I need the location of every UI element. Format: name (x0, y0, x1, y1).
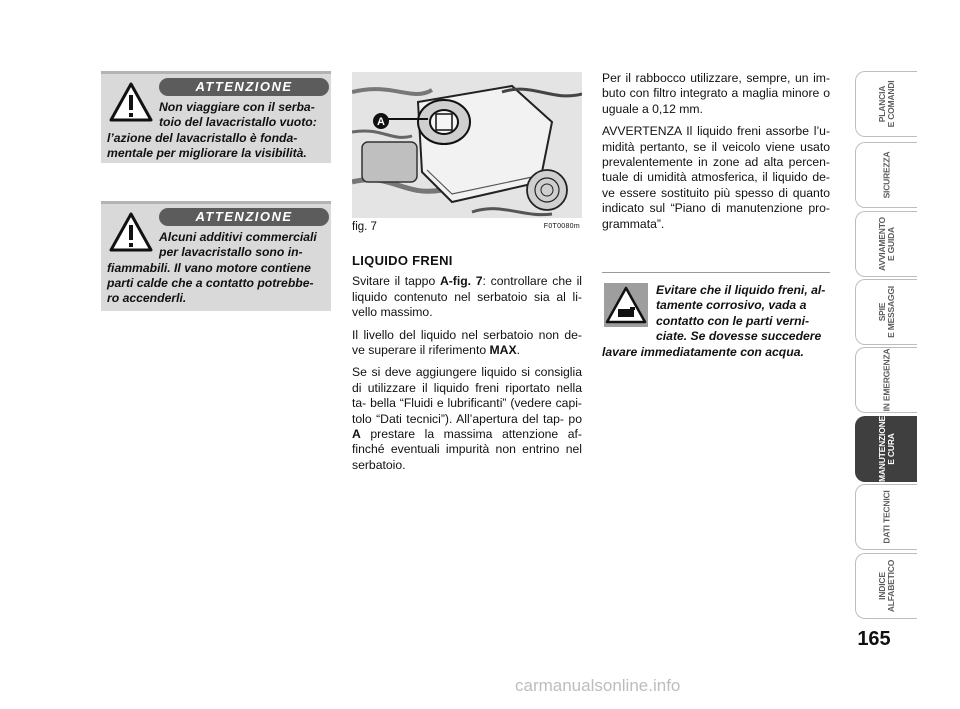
tab-dati-tecnici[interactable] (855, 484, 917, 550)
page-number: 165 (857, 628, 891, 650)
tab-avviamento-e-guida[interactable] (855, 211, 917, 277)
caution-text: Evitare che il liquido freni, al- tamente corrosivo, vada a contatto con le parti verni- ciate. Se dovesse succedere lavare immediatamente con acqua. (602, 283, 826, 359)
tab-indice-alfabetico[interactable] (855, 553, 917, 619)
figure-caption (352, 221, 582, 235)
tab-manutenzione-e-cura[interactable] (855, 416, 917, 482)
tab-label: PLANCIA E COMANDI (876, 80, 896, 128)
warning-pill-label: ATTENZIONE (159, 208, 329, 226)
tab-label: AVVIAMENTO E GUIDA (876, 217, 896, 271)
right-text-column (602, 71, 830, 239)
warning-text: Alcuni additivi commerciali per lavacristallo sono in- fiammabili. Il vano motore contiene parti calde che a contatto potrebbe- ro accenderli. (107, 230, 317, 306)
tab-label: INDICE ALFABETICO (876, 559, 896, 613)
warning-box-2 (101, 201, 331, 311)
paragraph: Se si deve aggiungere liquido si consiglia di utilizzare il liquido freni riportato nella ta- bella “Fluidi e lubrificanti” (vedere capi- tolo “Dati tecnici”). All’apertura del tap- po A prestare la massima attenzione af- finché eventuali impurità non entrino nel serbatoio. (352, 365, 582, 472)
tab-label: DATI TECNICI (881, 490, 891, 544)
warning-box-1 (101, 71, 331, 163)
watermark: carmanualsonline.info (515, 676, 681, 695)
caution-box (602, 272, 830, 363)
tab-label: IN EMERGENZA (881, 348, 891, 412)
tab-spie-e-messaggi[interactable] (855, 279, 917, 345)
section-heading: LIQUIDO FRENI (352, 253, 453, 268)
tab-label: MANUTENZIONE E CURA (876, 415, 896, 483)
warning-pill-label: ATTENZIONE (159, 78, 329, 96)
paragraph: AVVERTENZA Il liquido freni assorbe l’u- midità pertanto, se il veicolo viene usato prevalentemente in zone ad alta percen- tuale di umidità atmosferica, il liquido de- ve essere sostituito più spesso di quanto indicato sul “Piano di manutenzione pro- grammata”. (602, 124, 830, 231)
paragraph: Svitare il tappo A-fig. 7: controllare che il liquido contenuto nel serbatoio sia al li- vello massimo. (352, 274, 582, 320)
tab-label: SPIE E MESSAGGI (876, 286, 896, 338)
paragraph: Per il rabbocco utilizzare, sempre, un im- buto con filtro integrato a maglia minore o uguale a 0,12 mm. (602, 71, 830, 116)
warning-text: Non viaggiare con il serba- toio del lavacristallo vuoto: l’azione del lavacristallo è fonda- mentale per migliorare la visibilità. (107, 100, 317, 160)
engine-bay-photo (352, 72, 582, 218)
figure-code: F0T0080m (543, 223, 580, 230)
tab-sicurezza[interactable] (855, 142, 917, 208)
callout-a-label: A (377, 116, 385, 128)
brake-fluid-reservoir-illustration (352, 72, 582, 218)
tab-in-emergenza[interactable] (855, 347, 917, 413)
paragraph: Il livello del liquido nel serbatoio non de- ve superare il riferimento MAX. (352, 327, 582, 358)
tab-plancia-e-comandi[interactable] (855, 71, 917, 137)
figure-number: fig. 7 (352, 221, 377, 233)
middle-text-column (352, 253, 582, 480)
tab-label: SICUREZZA (881, 151, 891, 199)
